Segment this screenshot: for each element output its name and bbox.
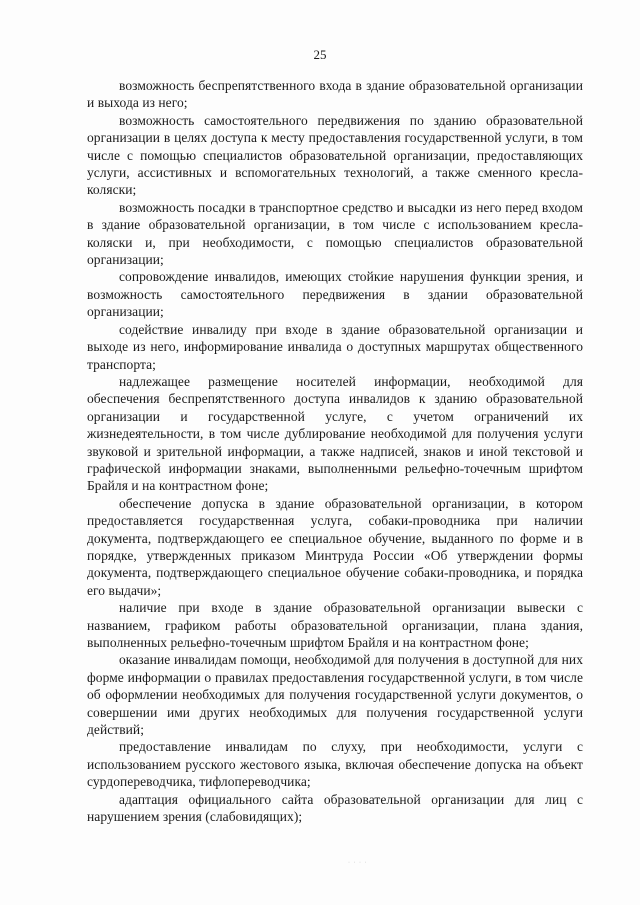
paragraph-website-adaptation: адаптация официального сайта образовательной организации для лиц с нарушением зрения (слабовидящих); (87, 791, 583, 825)
paragraph-transport-boarding: возможность посадки в транспортное средство и высадки из него перед входом в здание образовательной организации, в том числе с использованием кресла-коляски и, при необходимости, с помощью специалистов образовательной организации; (87, 199, 583, 268)
paragraph-entrance-signage: наличие при входе в здание образовательной организации вывески с названием, графиком работы образовательной организации, плана здания, выполненных рельефно-точечным шрифтом Брайля и на контрастном фоне; (87, 600, 583, 650)
scan-artifact: · · · · (348, 860, 368, 866)
paragraph-guide-dog-admission: обеспечение допуска в здание образовательной организации, в котором предоставляется государственная услуга, собаки-проводника при наличии документа, подтверждающего ее специальное обучение, выданного по форме и в порядке, утвержденных приказом Минтруда России «Об утверждении формы документа, подтверждающего специальное обучение собаки-проводника, и порядка его выдачи»; (87, 495, 583, 598)
paragraph-entry-assistance: содействие инвалиду при входе в здание образовательной организации и выходе из него, информирование инвалида о доступных маршрутах общественного транспорта; (87, 321, 583, 372)
paragraph-information-placement: надлежащее размещение носителей информации, необходимой для обеспечения беспрепятственного доступа инвалидов к зданию образовательной организации и государственной услуге, с учетом ограничений их жизнедеятельности, в том числе дублирование необходимой для получения услуги звуковой и зрительной информации, а также надписей, знаков и иной текстовой и графической информации знаками, выполненными рельефно-точечным шрифтом Брайля и на контрастном фоне; (87, 373, 583, 494)
paragraph-vision-escort: сопровождение инвалидов, имеющих стойкие нарушения функции зрения, и возможность самостоятельного передвижения в здании образовательной организации; (87, 269, 583, 320)
paragraph-entrance-access: возможность беспрепятственного входа в здание образовательной организации и выхода из него; (87, 78, 583, 111)
paragraph-information-help: оказание инвалидам помощи, необходимой для получения в доступной для них форме информации о правилах предоставления государственной услуги, в том числе об оформлении необходимых для получения государственной услуги документов, о совершении ими других необходимых для получения государственной услуги действий; (87, 652, 583, 738)
paragraph-sign-language: предоставление инвалидам по слуху, при необходимости, услуги с использованием русского жестового языка, включая обеспечение допуска на объект сурдопереводчика, тифлопереводчика; (87, 739, 583, 790)
paragraph-independent-movement: возможность самостоятельного передвижения по зданию образовательной организации в целях доступа к месту предоставления государственной услуги, в том числе с помощью специалистов образовательной организации, предоставляющих услуги, ассистивных и вспомогательных технологий, а также сменного кресла-коляски; (87, 112, 583, 198)
page-number: 25 (313, 47, 327, 62)
document-body (87, 77, 583, 825)
